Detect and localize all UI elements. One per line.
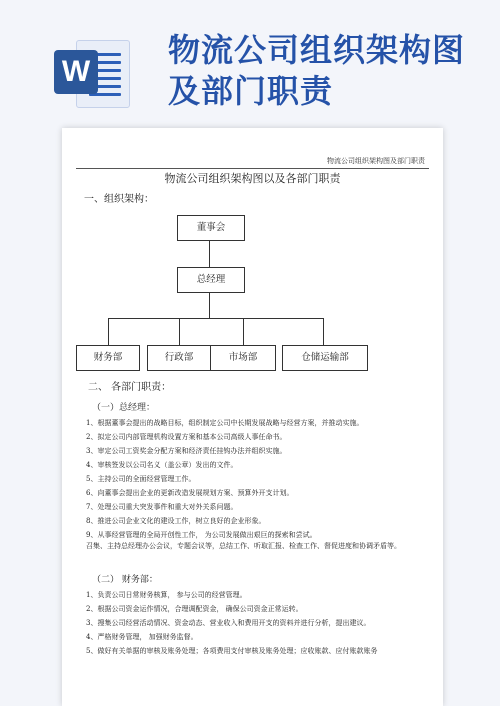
- finance-duty-item: 5、做好有关单据的审核及账务处理；各项费用支付审核及账务处理；应收账款、应付账款账务: [86, 647, 378, 655]
- org-box-warehouse: 仓储运输部: [282, 345, 368, 371]
- finance-duty-item: 4、严格财务管理， 加强财务监督。: [86, 633, 198, 641]
- finance-duty-item: 2、根据公司资金运作情况，合理调配资金， 确保公司资金正常运转。: [86, 605, 303, 613]
- word-document-icon: [54, 36, 128, 110]
- gm-section-heading: （一）总经理：: [92, 403, 156, 413]
- connector-market: [243, 318, 244, 345]
- document-title: 物流公司组织架构图以及各部门职责: [164, 172, 341, 185]
- gm-duty-item: 3、审定公司工资奖金分配方案和经济责任挂钩办法并组织实施。: [86, 447, 287, 455]
- connector-board-gm: [209, 240, 210, 267]
- gm-duty-item: 召集、主持总经理办公会议，专题会议等，总结工作、听取汇报、检查工作、督促进度和协调矛盾等。: [86, 542, 401, 550]
- gm-duty-item: 7、处理公司重大突发事件和重大对外关系问题。: [86, 503, 238, 511]
- gm-duty-item: 6、向董事会提出企业的更新改造发展规划方案、预算外开支计划。: [86, 489, 294, 497]
- gm-duty-item: 4、审核签发以公司名义（盖公章）发出的文件。: [86, 461, 238, 469]
- gm-duty-item: 8、推进公司企业文化的建设工作，树立良好的企业形象。: [86, 517, 266, 525]
- section-duties-heading: 二、 各部门职责：: [88, 382, 172, 393]
- connector-admin: [179, 318, 180, 345]
- connector-bus: [108, 318, 323, 319]
- section-org-structure-heading: 一、组织架构：: [84, 194, 154, 205]
- running-header: 物流公司组织架构图及部门职责: [327, 157, 425, 165]
- header-divider: [76, 168, 429, 169]
- connector-finance: [108, 318, 109, 345]
- org-box-finance: 财务部: [76, 345, 140, 371]
- banner-title: 物流公司组织架构图及部门职责: [168, 31, 466, 110]
- gm-duty-item: 1、根据董事会提出的战略目标，组织制定公司中长期发展战略与经营方案，并推动实施。: [86, 419, 364, 427]
- org-box-market: 市场部: [210, 345, 276, 371]
- org-box-gm: 总经理: [177, 267, 245, 293]
- org-box-board: 董事会: [177, 215, 245, 241]
- gm-duty-item: 5、主持公司的全面经营管理工作。: [86, 475, 196, 483]
- finance-section-heading: （二） 财务部：: [92, 575, 158, 585]
- finance-duty-item: 1、负责公司日常财务核算， 参与公司的经营管理。: [86, 591, 247, 599]
- banner: [0, 0, 500, 118]
- connector-warehouse: [323, 318, 324, 345]
- document-page: [62, 128, 443, 706]
- org-box-admin: 行政部: [147, 345, 211, 371]
- connector-gm-bus: [209, 292, 210, 318]
- word-logo-letter: W: [54, 50, 98, 94]
- finance-duty-item: 3、搜集公司经营活动情况、资金动态、营业收入和费用开支的资料并进行分析，提出建议。: [86, 619, 371, 627]
- gm-duty-item: 2、拟定公司内部管理机构设置方案和基本公司高级人事任命书。: [86, 433, 287, 441]
- gm-duty-item: 9、从事经营管理的全局开创性工作， 为公司发展做出艰巨的探索和尝试。: [86, 531, 317, 539]
